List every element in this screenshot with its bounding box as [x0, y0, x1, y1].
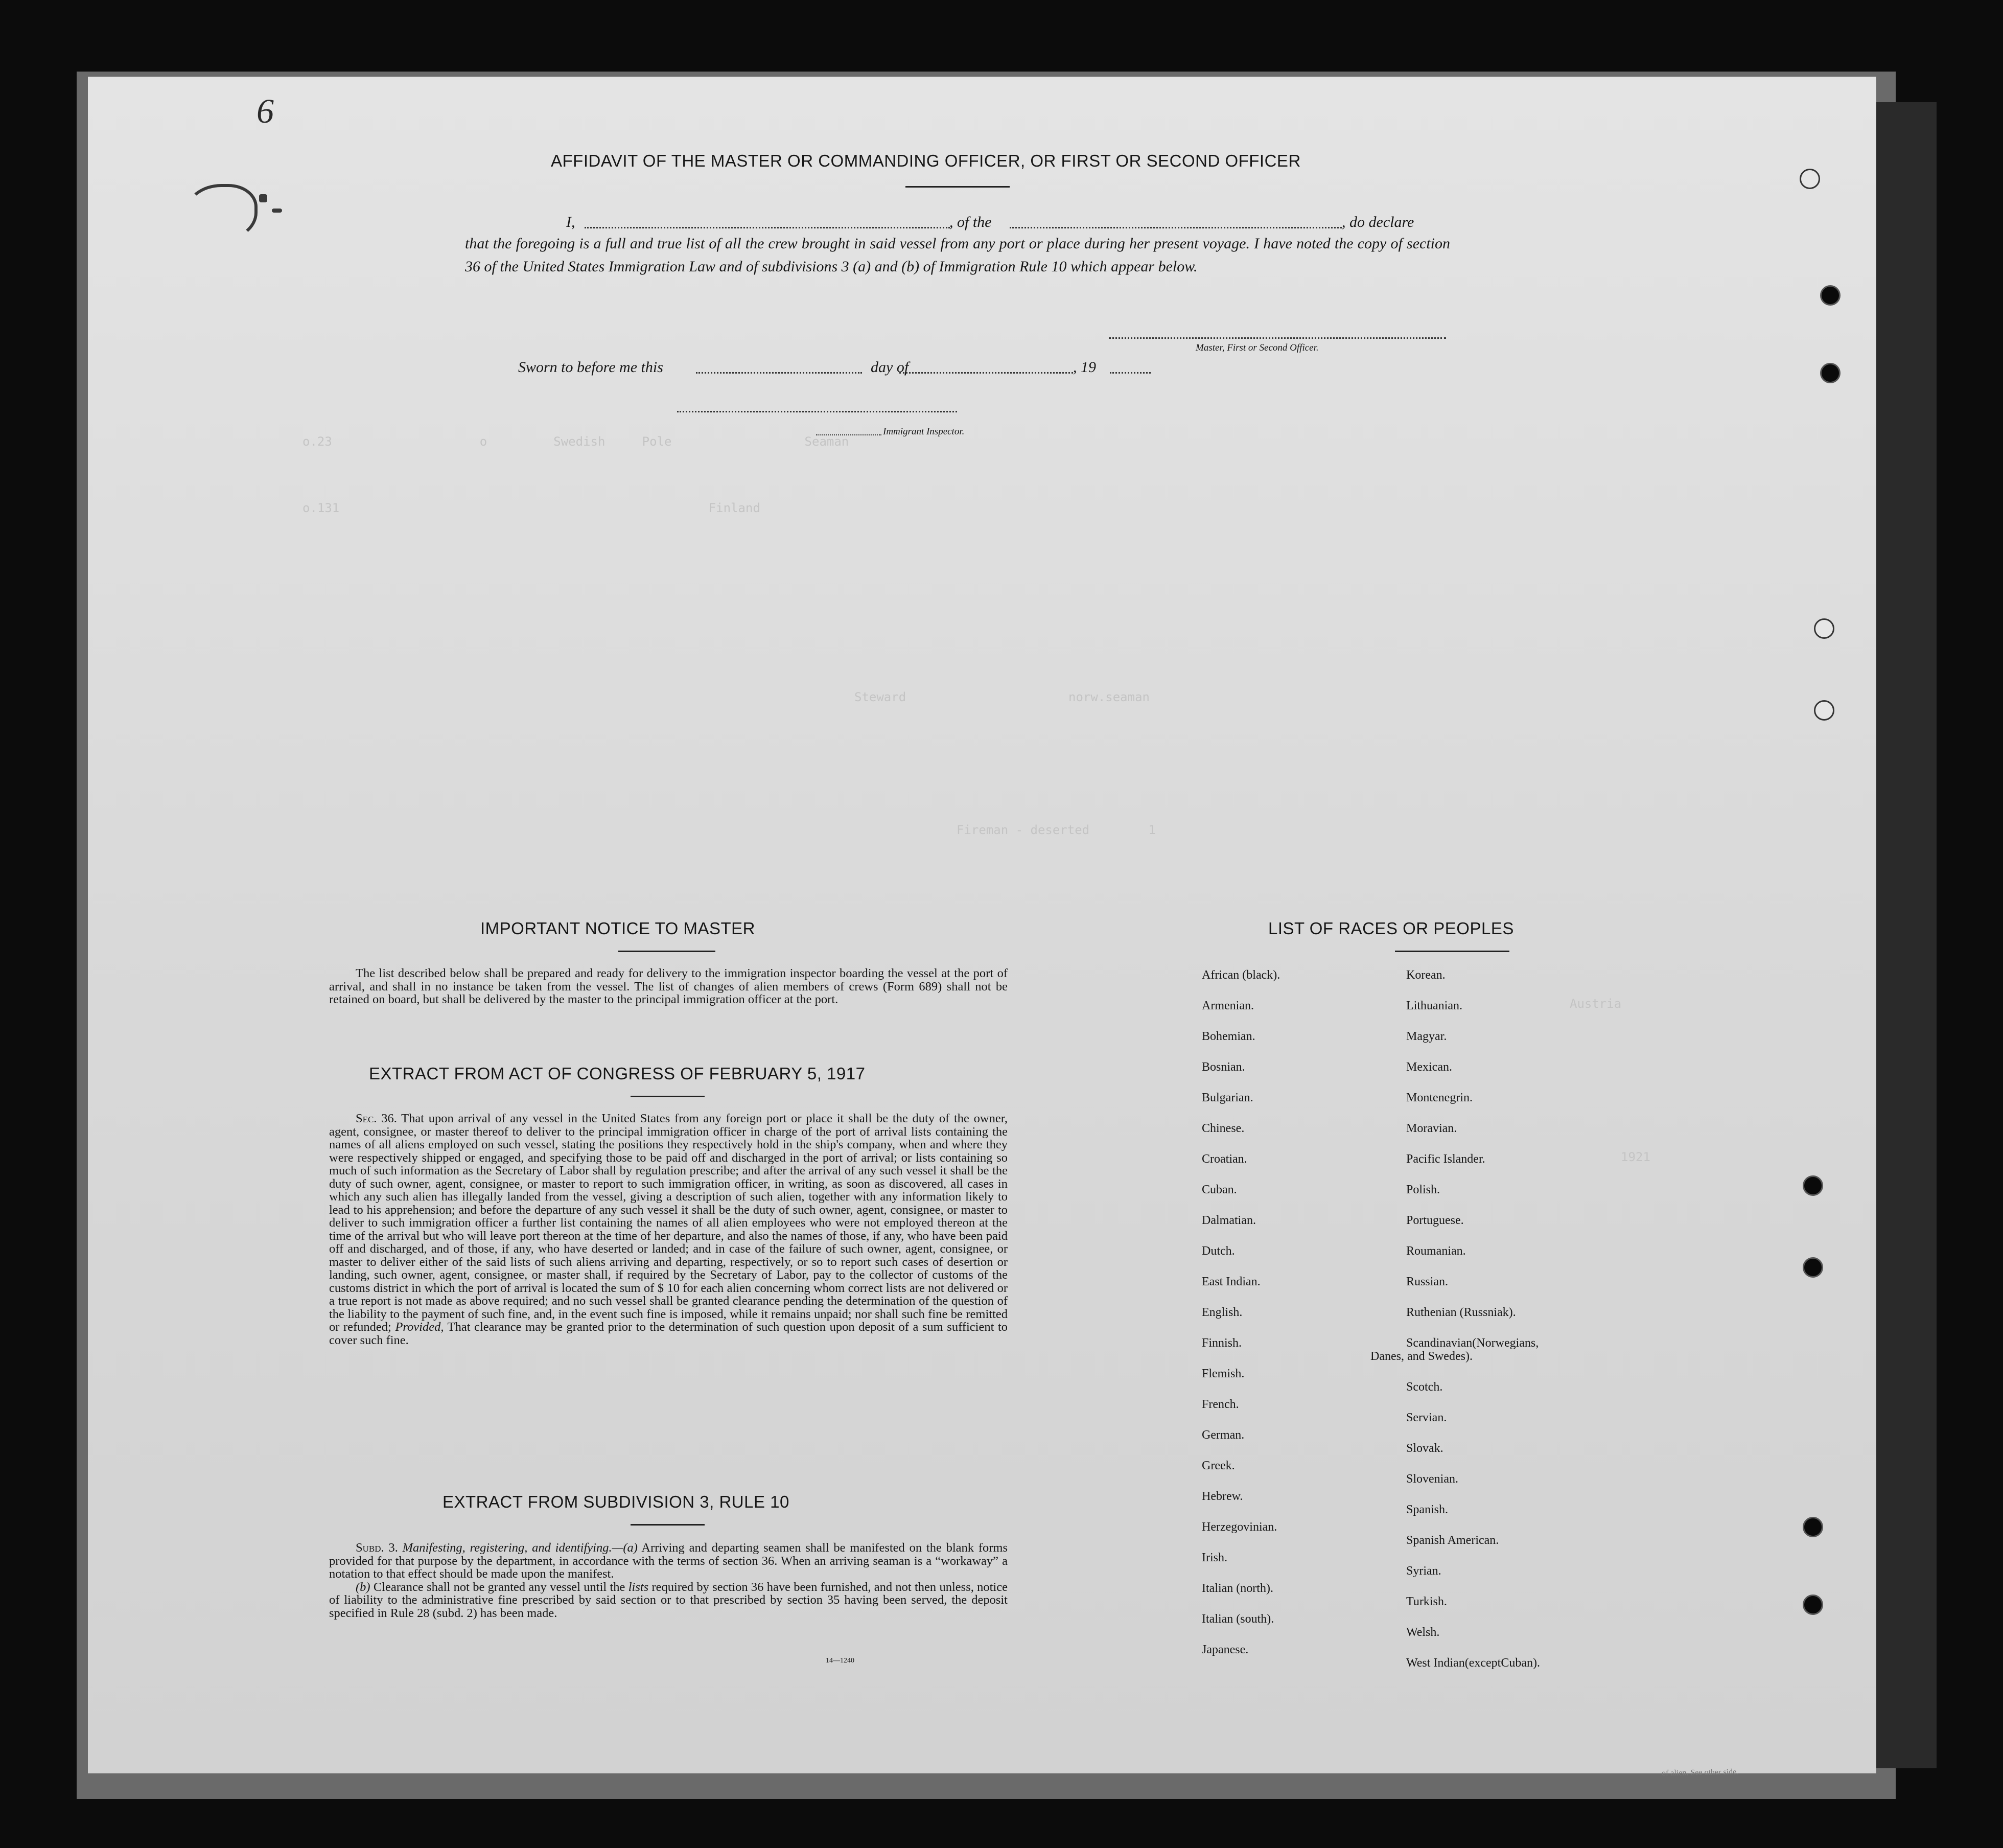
document-page	[88, 77, 1876, 1778]
bleed-through-text: o.131 Finland	[302, 501, 760, 515]
section-label: Sec. 36.	[356, 1112, 397, 1125]
master-signature-blank[interactable]	[1109, 337, 1446, 339]
race-entry: Pacific Islander.	[1406, 1152, 1485, 1166]
affidavit-i-label: I,	[566, 214, 575, 230]
bleed-through-text: Fireman - deserted 1	[957, 823, 1156, 837]
race-entry: Turkish.	[1406, 1595, 1447, 1608]
race-entry: Lithuanian.	[1406, 999, 1462, 1012]
master-signature-label: Master, First or Second Officer.	[1196, 342, 1319, 353]
extract-act-body	[329, 1112, 1008, 1347]
affidavit-title: AFFIDAVIT OF THE MASTER OR COMMANDING OFFICER, OR FIRST OR SECOND OFFICER	[551, 151, 1301, 170]
ink-mark	[272, 209, 282, 213]
race-entry: Japanese.	[1202, 1643, 1249, 1656]
race-entry: African (black).	[1202, 968, 1280, 982]
race-entry: Italian (north).	[1202, 1582, 1273, 1595]
race-entry: German.	[1202, 1428, 1245, 1442]
affidavit-of-the-label: , of the	[949, 214, 992, 230]
para-b-text-2: required by section 36 have been furnished, and not then unless, notice of liability to the administrative fine prescribed by said section or to that prescribed by section 35 having been served, the deposit specified in Rule 28 (subd. 2) has been made.	[329, 1580, 1008, 1620]
extract-act-title: EXTRACT FROM ACT OF CONGRESS OF FEBRUARY 5, 1917	[369, 1064, 866, 1083]
race-entry: Welsh.	[1406, 1626, 1440, 1639]
sworn-day-of-label: day of	[871, 359, 909, 376]
race-entry: Polish.	[1406, 1183, 1440, 1196]
ink-mark	[259, 194, 267, 202]
subd-3a-paragraph	[329, 1541, 1008, 1581]
race-entry: Slovak.	[1406, 1442, 1443, 1455]
sworn-year-blank[interactable]	[1110, 372, 1151, 374]
binder-hole	[1820, 285, 1841, 306]
race-entry: Portuguese.	[1406, 1214, 1464, 1227]
race-entry: French.	[1202, 1398, 1239, 1411]
para-a-text: Arriving and departing seamen shall be manifested on the blank forms provided for that purpose by the department, in accordance with the terms of section 36. When an arriving seaman is a “workaway” a notation to that effect should be made upon the manifest.	[329, 1541, 1008, 1581]
race-entry: Korean.	[1406, 968, 1446, 982]
vessel-blank[interactable]	[1010, 227, 1342, 228]
race-entry: Italian (south).	[1202, 1612, 1274, 1626]
sworn-day-blank[interactable]	[696, 372, 862, 374]
race-entry: Armenian.	[1202, 999, 1254, 1012]
binder-hole	[1820, 363, 1841, 383]
race-entry: Finnish.	[1202, 1336, 1242, 1350]
notice-title: IMPORTANT NOTICE TO MASTER	[480, 919, 756, 938]
race-entry: Spanish.	[1406, 1503, 1449, 1516]
race-entry: Bulgarian.	[1202, 1091, 1253, 1104]
name-blank[interactable]	[585, 227, 950, 228]
race-entry: Mexican.	[1406, 1060, 1452, 1074]
subd-heading: Manifesting, registering, and identifying.	[402, 1541, 612, 1555]
race-entry: Herzegovinian.	[1202, 1520, 1277, 1534]
race-entry: Greek.	[1202, 1459, 1235, 1472]
race-entry: Ruthenian (Russniak).	[1406, 1306, 1516, 1319]
binder-hole	[1800, 169, 1820, 189]
race-entry: Russian.	[1406, 1275, 1449, 1288]
para-a-label: —(a)	[612, 1541, 638, 1555]
handwritten-corner-mark: 6	[257, 91, 274, 130]
race-entry: Dalmatian.	[1202, 1214, 1256, 1227]
sworn-month-blank[interactable]	[899, 372, 1073, 374]
race-entry: Scotch.	[1406, 1380, 1443, 1394]
inspector-leader-dots	[816, 434, 881, 435]
notice-body: The list described below shall be prepared and ready for delivery to the immigration inspector boarding the vessel at the port of arrival, and shall in no instance be taken from the vessel. The list of changes of alien members of crews (Form 689) shall not be retained on board, but shall be delivered by the master to the principal immigration officer at the port.	[329, 966, 1008, 1006]
races-underline	[1395, 951, 1509, 952]
race-entry: East Indian.	[1202, 1275, 1261, 1288]
race-entry: Bosnian.	[1202, 1060, 1245, 1074]
race-entry: Irish.	[1202, 1551, 1227, 1564]
race-entry: Bohemian.	[1202, 1030, 1255, 1043]
binder-hole	[1803, 1517, 1823, 1537]
race-entry: Magyar.	[1406, 1030, 1447, 1043]
bleed-through-text: Austria	[1570, 997, 1622, 1011]
section-36-text: That upon arrival of any vessel in the United States from any foreign port or place it shall be the duty of the owner, agent, consignee, or master thereof to deliver to the principal immigration officer in charge of the port of arrival lists containing the names of all aliens employed on such vessel, stating the positions they respectively hold in the ship's company, when and where they were respectively shipped or engaged, and specifying those to be paid off and discharged in the port of arrival; or lists containing so much of such information as the Secretary of Labor shall by regulation prescribe; and after the arrival of any such vessel it shall be the duty of such owner, agent, consignee, or master to report to such immigration officer, in writing, as soon as discovered, all cases in which any such alien has illegally landed from the vessel, giving a description of such alien, together with any information likely to lead to his apprehension; and before the departure of any such vessel it shall be the duty of such owner, agent, consignee, or master to deliver to such immigration officer a further list containing the names of all alien employees who were not employed thereon at the time of the arrival but who will leave port thereon at the time of her departure, and also the names of those, if any, who have been paid off and discharged, and of those, if any, who have deserted or landed; and in case of the failure of such owner, agent, consignee, or master to deliver either of the said lists of such aliens arriving and departing, respectively, or so to report such cases of desertion or landing, such owner, agent, consignee, or master shall, if required by the Secretary of Labor, pay to the collector of customs of the customs district in which the port of arrival is located the sum of $ 10 for each alien concerning whom correct lists are not delivered or a true report is not made as above required; and no such vessel shall be granted clearance pending the determination of the question of the liability to the payment of such fine, and, in the event such fine is imposed, while it remains unpaid; nor shall such fine be remitted or refunded;	[329, 1112, 1008, 1334]
race-entry: Roumanian.	[1406, 1244, 1466, 1258]
binder-hole	[1803, 1175, 1823, 1196]
affidavit-body: that the foregoing is a full and true list of all the crew brought in said vessel from any port or place during her present voyage. I have noted the copy of section 36 of the United States Immigration Law and of subdivisions 3 (a) and (b) of Immigration Rule 10 which appear below.	[465, 235, 1450, 275]
race-entry: West Indian(exceptCuban).	[1406, 1656, 1540, 1670]
binder-hole	[1803, 1595, 1823, 1615]
race-entry: Cuban.	[1202, 1183, 1237, 1196]
race-entry: Hebrew.	[1202, 1490, 1243, 1503]
extract-rule-body	[329, 1541, 1008, 1620]
subd-label: Subd. 3.	[356, 1541, 398, 1555]
inspector-signature-blank[interactable]	[677, 411, 957, 412]
bleed-through-text: Steward norw.seaman	[854, 690, 1150, 704]
races-title: LIST OF RACES OR PEOPLES	[1268, 919, 1514, 938]
notice-underline	[618, 951, 715, 952]
race-entry: Chinese.	[1202, 1122, 1245, 1135]
stamp-mark	[185, 184, 258, 241]
race-entry: Syrian.	[1406, 1564, 1441, 1578]
binder-hole	[1814, 618, 1834, 639]
para-b-text-1: Clearance shall not be granted any vessel until the	[373, 1580, 625, 1594]
form-number: 14—1240	[826, 1657, 854, 1665]
sworn-prefix: Sworn to before me this	[518, 359, 663, 376]
subd-3b-paragraph	[329, 1581, 1008, 1620]
provided-label: Provided,	[395, 1320, 444, 1334]
bleed-through-text: o.23 o Swedish Pole Seaman	[302, 434, 849, 449]
race-entry: Croatian.	[1202, 1152, 1247, 1166]
section-36-ending: That clearance may be granted prior to the determination of such question upon deposit of a sum sufficient to cover such fine.	[329, 1320, 1008, 1347]
bleed-through-text: 1921	[1621, 1150, 1650, 1164]
race-entry: Scandinavian(Norwegians,	[1406, 1336, 1539, 1350]
sworn-year-label: , 19	[1073, 359, 1096, 376]
binder-hole	[1814, 700, 1834, 721]
race-entry: Flemish.	[1202, 1367, 1245, 1380]
affidavit-declare-label: , do declare	[1342, 214, 1414, 230]
race-entry: Dutch.	[1202, 1244, 1235, 1258]
para-b-lists: lists	[628, 1580, 649, 1594]
race-entry: Servian.	[1406, 1411, 1447, 1424]
inspector-label: Immigrant Inspector.	[883, 426, 965, 437]
race-entry: Montenegrin.	[1406, 1091, 1473, 1104]
extract-rule-title: EXTRACT FROM SUBDIVISION 3, RULE 10	[442, 1492, 789, 1511]
race-entry: English.	[1202, 1306, 1243, 1319]
para-b-label: (b)	[356, 1580, 370, 1594]
extract-rule-underline	[631, 1524, 705, 1526]
race-entry: Danes, and Swedes).	[1370, 1350, 1473, 1363]
race-entry: Moravian.	[1406, 1122, 1457, 1135]
race-entry: Slovenian.	[1406, 1472, 1458, 1486]
race-entry: Spanish American.	[1406, 1534, 1499, 1547]
bleed-through-footer: of alien. See other side.	[1661, 1767, 1739, 1778]
binder-hole	[1803, 1257, 1823, 1278]
extract-act-underline	[631, 1096, 705, 1097]
title-underline	[905, 186, 1010, 188]
